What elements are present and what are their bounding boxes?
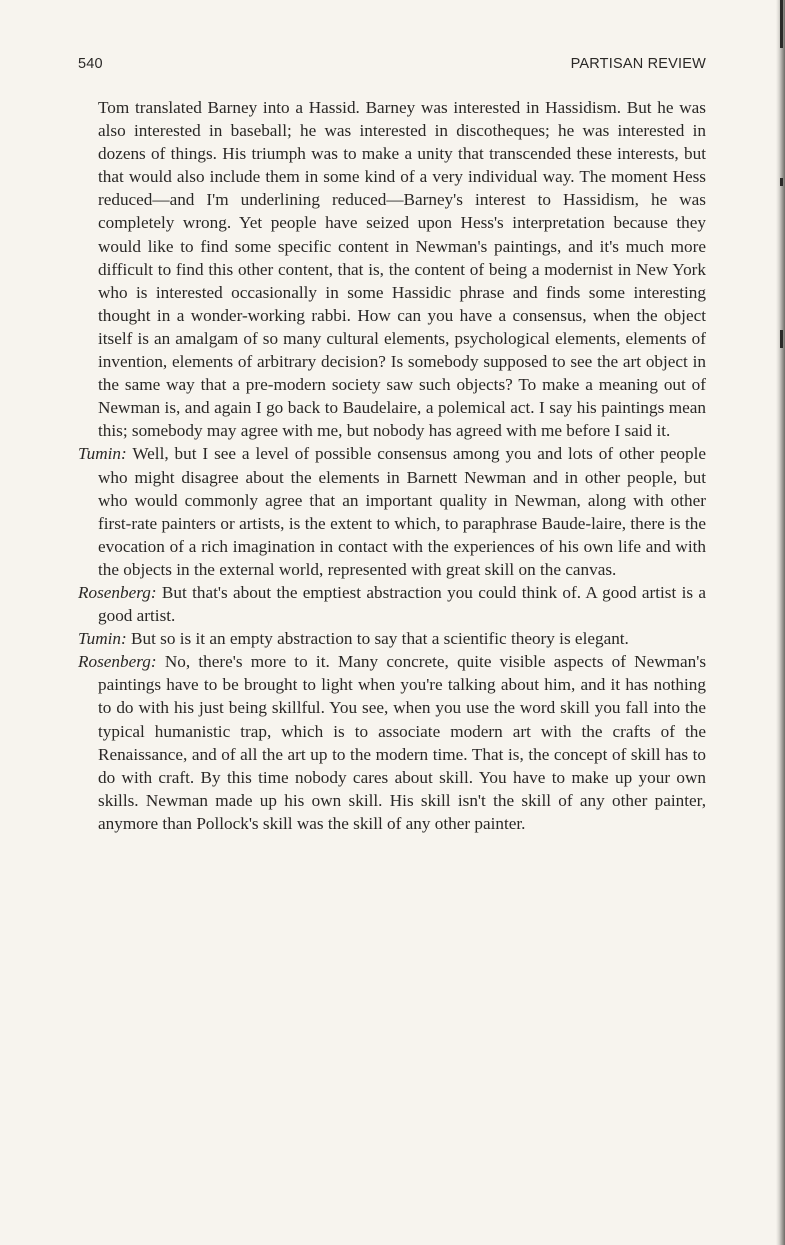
continued-paragraph: Tom translated Barney into a Hassid. Barney was interested in Hassidism. But he was also interested in baseball; he was interested in discotheques; he was interested in dozens of things. His triumph was to make a unity that transcended these interests, but that would also include them in some kind of a very individual way. The moment Hess reduced—and I'm underlining reduced—Barney's interest to Hassidism, he was completely wrong. Yet people have seized upon Hess's interpretation because they would like to find some specific content in Newman's paintings, and it's much more difficult to find this other content, that is, the content of being a modernist in New York who is interested occasionally in some Hassidic phrase and finds some interesting thought in a wonder-working rabbi. How can you have a consensus, when the object itself is an amalgam of so many cultural elements, psychological elements, elements of invention, elements of arbitrary decision? Is somebody supposed to see the art object in the same way that a pre-modern society saw such objects? To make a meaning out of Newman is, and again I go back to Baudelaire, a polemical act. I say his paintings mean this; somebody may agree with me, but nobody has agreed with me before I said it. [98,98,706,441]
edge-mark [780,0,783,48]
speaker-name: Rosenberg: [78,652,157,672]
edge-mark [780,330,783,348]
page-edge-shadow [776,0,785,1245]
speech-tumin [78,442,706,581]
speech-text: But that's about the emptiest abstraction you could think of. A good artist is a good artist. [98,582,706,626]
speech-text: Well, but I see a level of possible consensus among you and lots of other people who might disagree about the elements in Barnett Newman and in other people, but who would commonly agree that an important quality in Newman, along with other first-rate painters or artists, is the extent to which, to paraphrase Baude-laire, there is the evocation of a rich imagination in contact with the experiences of his own life and with the objects in the external world, represented with great skill on the canvas. [98,444,706,579]
speech-text: But so is it an empty abstraction to say that a scientific theory is elegant. [131,629,629,649]
speech-rosenberg [78,650,706,835]
speaker-name: Rosenberg: [78,582,157,602]
speech-tumin [78,627,706,650]
running-header [78,56,706,78]
body-text [78,96,706,835]
speaker-name: Tumin: [78,444,127,464]
speaker-name: Tumin: [78,629,127,649]
speech-rosenberg [78,581,706,627]
journal-title: PARTISAN REVIEW [570,56,706,72]
edge-mark [780,178,783,186]
page-number: 540 [78,56,103,72]
speech-text: No, there's more to it. Many concrete, quite visible aspects of Newman's paintings have to be brought to light when you're talking about him, and it has nothing to do with his just being skillful. You see, when you use the word skill you fall into the typical humanistic trap, which is to associate modern art with the crafts of the Renaissance, and of all the art up to the modern time. That is, the concept of skill has to do with craft. By this time nobody cares about skill. You have to make up your own skills. Newman made up his own skill. His skill isn't the skill of any other painter, anymore than Pollock's skill was the skill of any other painter. [98,652,707,833]
